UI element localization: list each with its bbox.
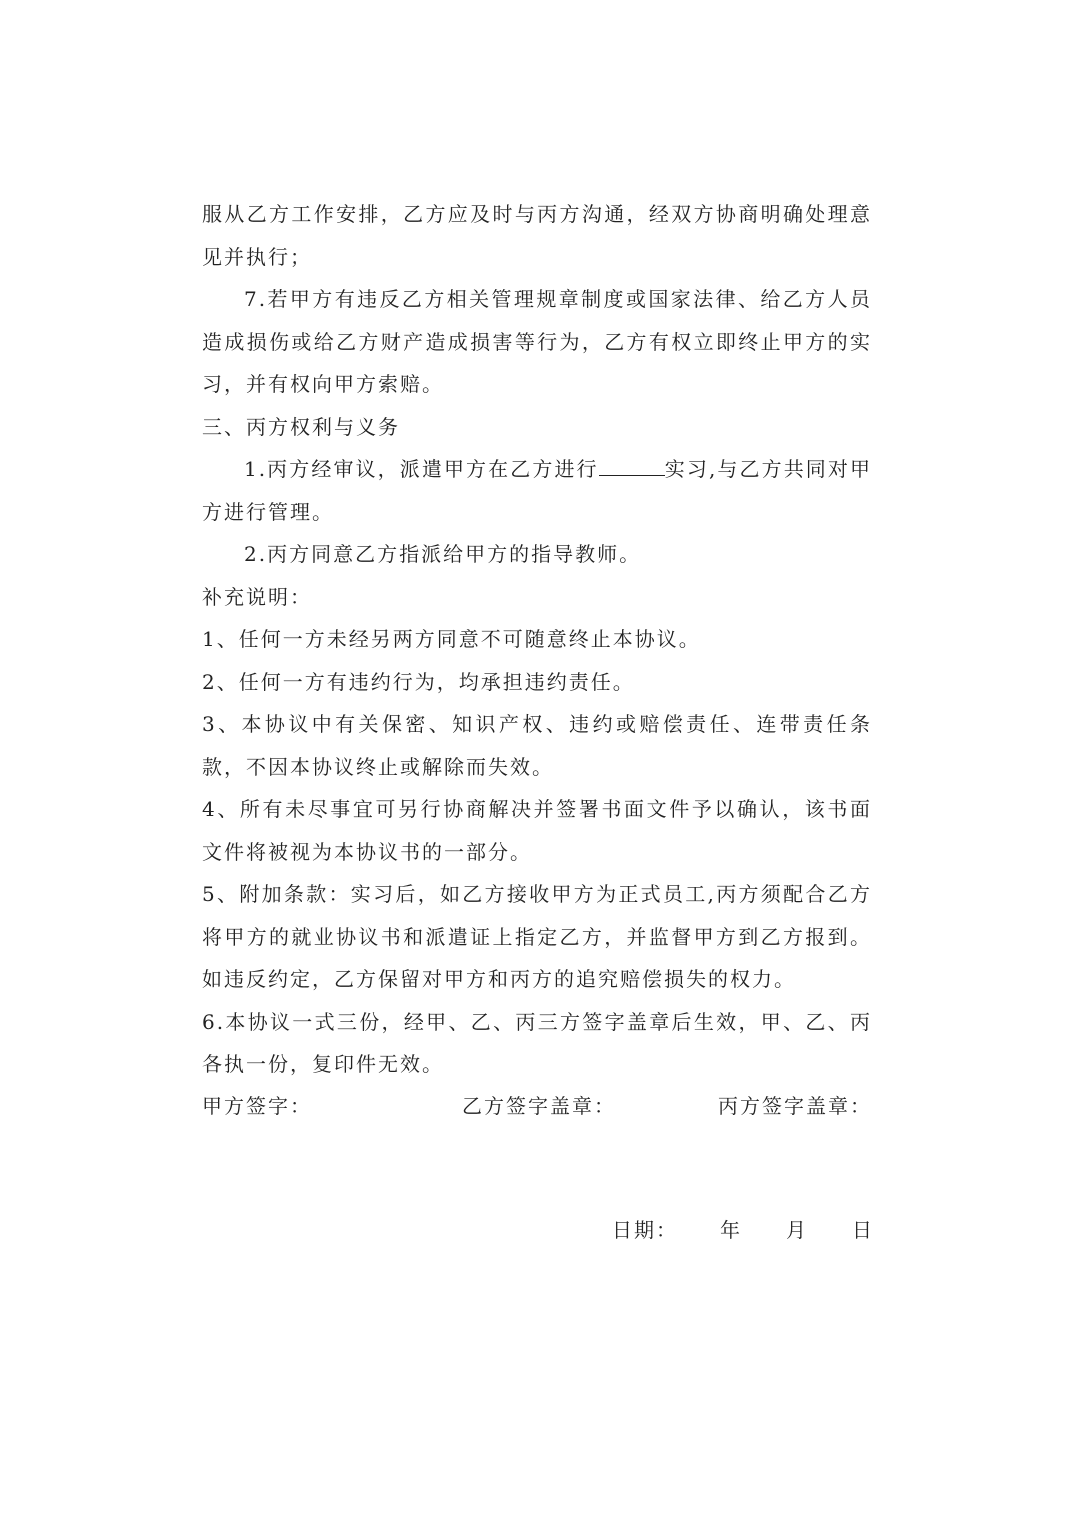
signature-row [202, 1085, 872, 1127]
clause-1-before: 1.丙方经审议，派遣甲方在乙方进行 [244, 457, 599, 481]
supplement-item-2: 2、任何一方有违约行为，均承担违约责任。 [202, 669, 635, 694]
section-heading-party-c: 三、丙方权利与义务 [202, 414, 400, 439]
paragraph-continuation: 服从乙方工作安排，乙方应及时与丙方沟通，经双方协商明确处理意见并执行； [202, 202, 872, 269]
party-c-clause-2: 2.丙方同意乙方指派给甲方的指导教师。 [244, 542, 642, 566]
clause-1-after: 实习,与乙方共同对甲方进行管理。 [202, 457, 872, 524]
date-day: 日 [852, 1218, 874, 1242]
supplement-item-4: 4、所有未尽事宜可另行协商解决并签署书面文件予以确认，该书面文件将被视为本协议书的一部分。 [202, 797, 872, 864]
party-c-clause-1 [202, 448, 872, 533]
party-a-signature-label: 甲方签字： [202, 1094, 312, 1118]
party-c-signature-label: 丙方签字盖章： [718, 1094, 872, 1118]
supplement-item-1: 1、任何一方未经另两方同意不可随意终止本协议。 [202, 627, 701, 651]
supplement-item-5: 5、附加条款：实习后，如乙方接收甲方为正式员工,丙方须配合乙方将甲方的就业协议书和派遣证上指定乙方，并监督甲方到乙方报到。如违反约定，乙方保留对甲方和丙方的追究赔偿损失的权力。 [202, 882, 872, 991]
date-label: 日期： [612, 1218, 678, 1242]
supplement-title: 补充说明： [202, 584, 312, 609]
date-month: 月 [786, 1218, 808, 1242]
fill-in-blank [599, 453, 665, 476]
party-b-signature-label: 乙方签字盖章： [462, 1094, 616, 1118]
date-year: 年 [720, 1218, 742, 1242]
supplement-item-6: 6.本协议一式三份，经甲、乙、丙三方签字盖章后生效，甲、乙、丙各执一份，复印件无效。 [202, 1009, 872, 1076]
date-row [612, 1209, 874, 1251]
document-body [202, 193, 872, 1086]
supplement-item-3: 3、本协议中有关保密、知识产权、违约或赔偿责任、连带责任条款，不因本协议终止或解除而失效。 [202, 712, 872, 779]
clause-7: 7.若甲方有违反乙方相关管理规章制度或国家法律、给乙方人员造成损伤或给乙方财产造成损害等行为，乙方有权立即终止甲方的实习，并有权向甲方索赔。 [202, 287, 872, 396]
